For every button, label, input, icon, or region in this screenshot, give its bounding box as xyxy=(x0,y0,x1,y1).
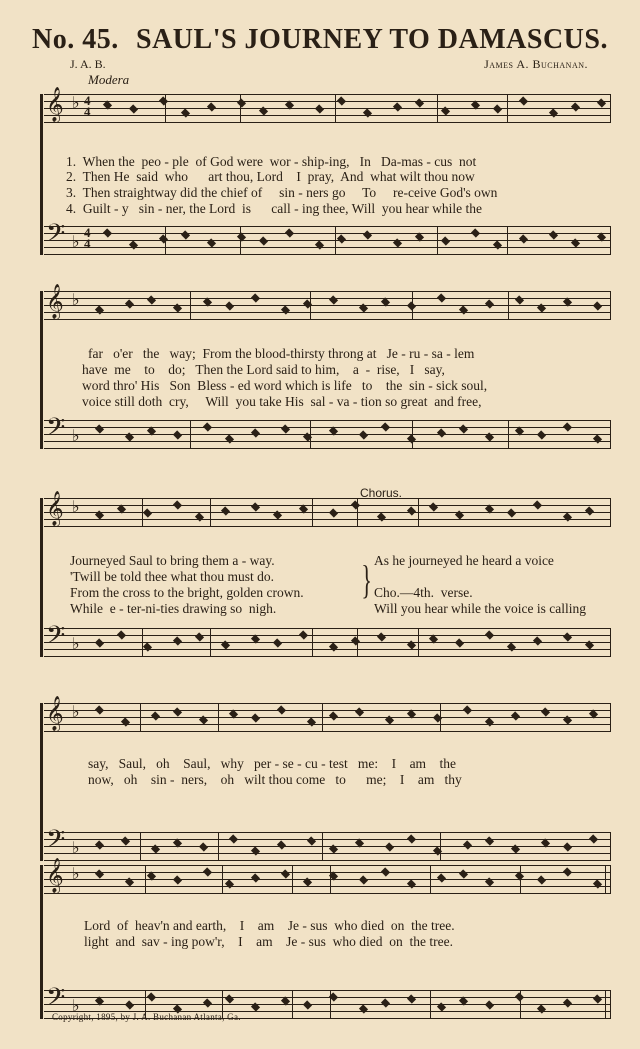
key-signature-flat-icon: ♭ xyxy=(72,292,80,309)
system-bracket xyxy=(40,94,43,255)
barline xyxy=(430,990,431,1019)
barline xyxy=(335,94,336,123)
bass-clef-icon: 𝄢 xyxy=(46,984,66,1017)
barline xyxy=(145,865,146,894)
barline xyxy=(312,628,313,657)
barline xyxy=(312,498,313,527)
key-signature-flat-icon: ♭ xyxy=(72,704,80,721)
key-signature-flat-icon: ♭ xyxy=(72,866,80,883)
barline xyxy=(610,832,611,861)
barline xyxy=(437,94,438,123)
barline xyxy=(210,628,211,657)
system-bracket xyxy=(40,498,43,657)
key-signature-flat-icon: ♭ xyxy=(72,998,80,1015)
time-signature: 4 4 xyxy=(84,225,91,251)
barline xyxy=(142,628,143,657)
barline xyxy=(605,865,606,894)
system-bracket xyxy=(40,703,43,861)
barline xyxy=(610,703,611,732)
barline xyxy=(292,865,293,894)
barline xyxy=(218,832,219,861)
barline xyxy=(507,94,508,123)
barline xyxy=(322,703,323,732)
lyric-line: Lord of heav'n and earth, I am Je - sus who died on the tree. xyxy=(84,918,455,933)
words-by: J. A. B. xyxy=(70,57,106,71)
chorus-lyric-line: Will you hear while the voice is calling xyxy=(374,601,587,616)
composer: James A. Buchanan. xyxy=(484,57,588,71)
lyric-line: While e - ter-ni-ties drawing so nigh. xyxy=(70,601,277,616)
system-bracket xyxy=(40,291,43,449)
lyric-line: say, Saul, oh Saul, why per - se - cu - test me: I am the xyxy=(88,756,457,771)
lyric-line: Journeyed Saul to bring them a - way. xyxy=(70,553,275,568)
bass-clef-icon: 𝄢 xyxy=(46,220,66,253)
time-signature: 4 4 xyxy=(84,93,91,119)
barline xyxy=(610,628,611,657)
chorus-lyric-line: Cho.—4th. verse. xyxy=(374,585,473,600)
barline xyxy=(610,226,611,255)
treble-clef-icon: 𝄞 xyxy=(46,492,64,525)
chorus-lyric-line: As he journeyed he heard a voice xyxy=(374,553,554,568)
barline xyxy=(508,420,509,449)
barline xyxy=(610,990,611,1019)
treble-staff xyxy=(44,703,610,733)
treble-staff xyxy=(44,498,610,528)
barline xyxy=(507,226,508,255)
treble-clef-icon: 𝄞 xyxy=(46,285,64,318)
verse-brace: } xyxy=(361,557,372,602)
barline xyxy=(140,832,141,861)
key-signature-flat-icon: ♭ xyxy=(72,840,80,857)
barline xyxy=(222,865,223,894)
chorus-label: Chorus. xyxy=(360,486,403,500)
lyric-line: far o'er the way; From the blood-thirsty throng at Je - ru - sa - lem xyxy=(88,346,475,361)
barline xyxy=(440,832,441,861)
system-bracket xyxy=(40,865,43,1019)
barline xyxy=(430,865,431,894)
barline xyxy=(610,865,611,894)
tempo-marking: Modera xyxy=(88,72,130,87)
barline xyxy=(610,291,611,320)
lyric-line: light and sav - ing pow'r, I am Je - sus who died on the tree. xyxy=(84,934,453,949)
bass-clef-icon: 𝄢 xyxy=(46,826,66,859)
lyric-line: 2. Then He said who art thou, Lord I pray, And what wilt thou now xyxy=(66,169,475,184)
lyric-line: 4. Guilt - y sin - ner, the Lord is call - ing thee, Will you hear while the xyxy=(66,201,482,216)
hymn-number: No. 45. xyxy=(32,24,119,55)
barline xyxy=(292,990,293,1019)
lyric-line: 3. Then straightway did the chief of sin - ners go To re-ceive God's own xyxy=(66,185,498,200)
treble-clef-icon: 𝄞 xyxy=(46,697,64,730)
hymn-title: SAUL'S JOURNEY TO DAMASCUS. xyxy=(136,24,608,55)
key-signature-flat-icon: ♭ xyxy=(72,499,80,516)
barline xyxy=(218,703,219,732)
key-signature-flat-icon: ♭ xyxy=(72,95,80,112)
lyric-line: 'Twill be told thee what thou must do. xyxy=(70,569,274,584)
barline xyxy=(210,498,211,527)
barline xyxy=(610,498,611,527)
barline xyxy=(610,94,611,123)
treble-clef-icon: 𝄞 xyxy=(46,859,64,892)
bass-staff xyxy=(44,628,610,658)
barline xyxy=(335,226,336,255)
barline xyxy=(140,703,141,732)
key-signature-flat-icon: ♭ xyxy=(72,234,80,251)
barline xyxy=(437,226,438,255)
key-signature-flat-icon: ♭ xyxy=(72,428,80,445)
lyric-line: now, oh sin - ners, oh wilt thou come to me; I am thy xyxy=(88,772,462,787)
barline xyxy=(418,498,419,527)
barline xyxy=(508,291,509,320)
lyric-line: have me to do; Then the Lord said to him, a - rise, I say, xyxy=(82,362,445,377)
bass-clef-icon: 𝄢 xyxy=(46,414,66,447)
barline xyxy=(322,832,323,861)
barline xyxy=(610,420,611,449)
bass-staff xyxy=(44,832,610,862)
barline xyxy=(330,865,331,894)
bass-clef-icon: 𝄢 xyxy=(46,622,66,655)
key-signature-flat-icon: ♭ xyxy=(72,636,80,653)
lyric-line: From the cross to the bright, golden crown. xyxy=(70,585,304,600)
barline xyxy=(605,990,606,1019)
barline xyxy=(190,291,191,320)
lyric-line: 1. When the peo - ple of God were wor - ship-ing, In Da-mas - cus not xyxy=(66,154,477,169)
barline xyxy=(418,628,419,657)
treble-clef-icon: 𝄞 xyxy=(46,88,64,121)
copyright-notice: Copyright, 1895, by J. A. Buchanan Atlanta, Ga. xyxy=(52,1012,241,1022)
barline xyxy=(190,420,191,449)
lyric-line: word thro' His Son Bless - ed word which is life to the sin - sick soul, xyxy=(82,378,488,393)
lyric-line: voice still doth cry, Will you take His sal - va - tion so great and free, xyxy=(82,394,482,409)
